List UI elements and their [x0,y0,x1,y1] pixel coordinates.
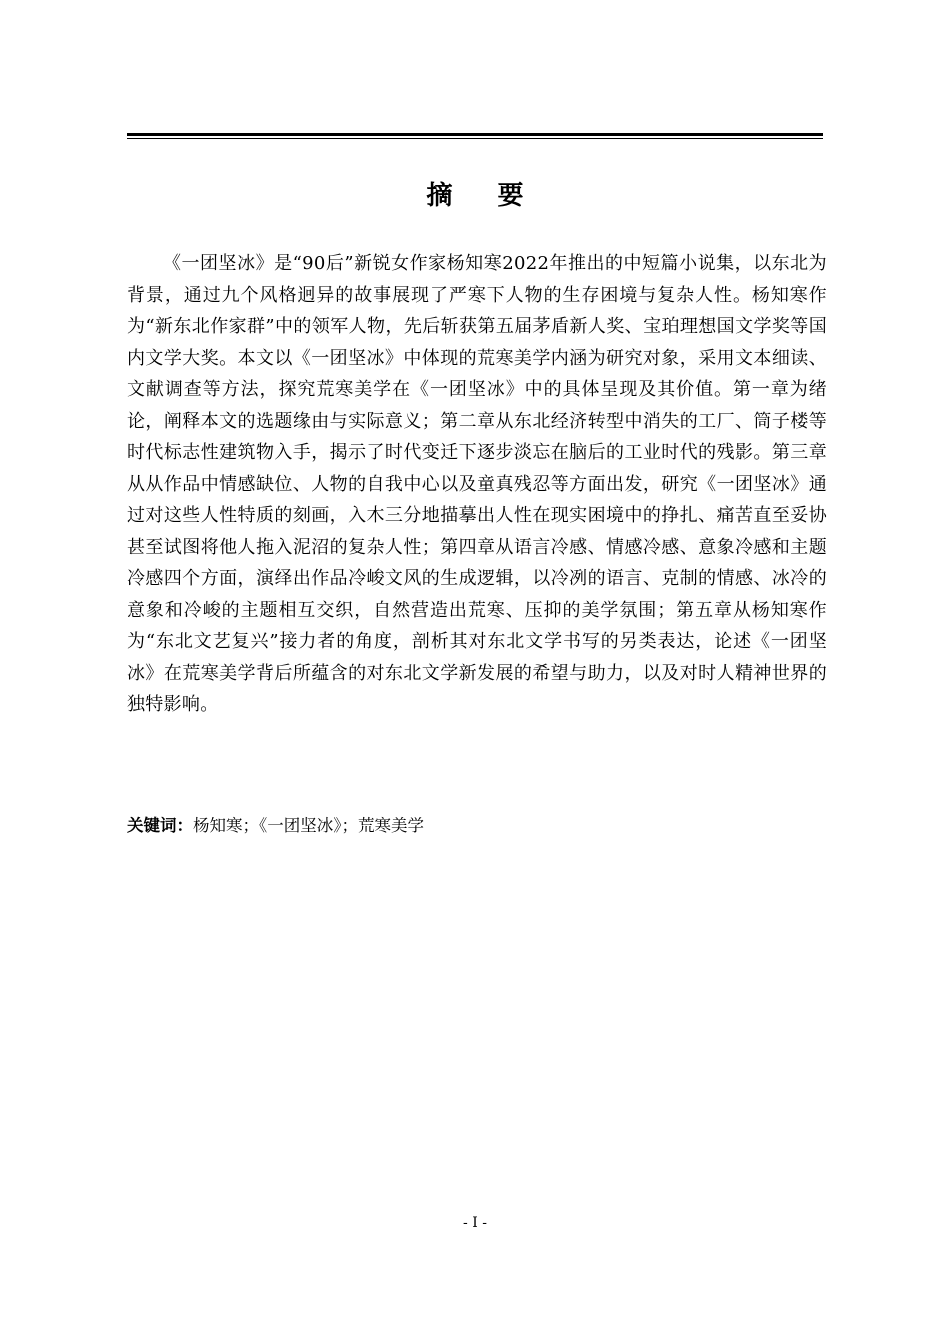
header-rule-thin [127,138,823,139]
page-number: - I - [463,1215,487,1231]
abstract-paragraph: 《一团坚冰》是“90后”新锐女作家杨知寒2022年推出的中短篇小说集，以东北为背景，通过九个风格迥异的故事展现了严寒下人物的生存困境与复杂人性。杨知寒作为“新东北作家群”中的领军人物，先后斩获第五届茅盾新人奖、宝珀理想国文学奖等国内文学大奖。本文以《一团坚冰》中体现的荒寒美学内涵为研究对象，采用文本细读、文献调查等方法，探究荒寒美学在《一团坚冰》中的具体呈现及其价值。第一章为绪论，阐释本文的选题缘由与实际意义；第二章从东北经济转型中消失的工厂、筒子楼等时代标志性建筑物入手，揭示了时代变迁下逐步淡忘在脑后的工业时代的残影。第三章从从作品中情感缺位、人物的自我中心以及童真残忍等方面出发，研究《一团坚冰》通过对这些人性特质的刻画，入木三分地描摹出人性在现实困境中的挣扎、痛苦直至妥协甚至试图将他人拖入泥沼的复杂人性；第四章从语言冷感、情感冷感、意象冷感和主题冷感四个方面，演绎出作品冷峻文风的生成逻辑，以冷冽的语言、克制的情感、冰冷的意象和冷峻的主题相互交织，自然营造出荒寒、压抑的美学氛围；第五章从杨知寒作为“东北文艺复兴”接力者的角度，剖析其对东北文学书写的另类表达，论述《一团坚冰》在荒寒美学背后所蕴含的对东北文学新发展的希望与助力，以及对时人精神世界的独特影响。 [127,253,827,715]
page-title: 摘 要 [426,181,542,211]
keywords-value: 杨知寒；《一团坚冰》；荒寒美学 [193,816,424,835]
header-rule-thick [127,133,823,136]
keywords-label: 关键词： [127,816,193,835]
keywords-line [127,812,827,840]
